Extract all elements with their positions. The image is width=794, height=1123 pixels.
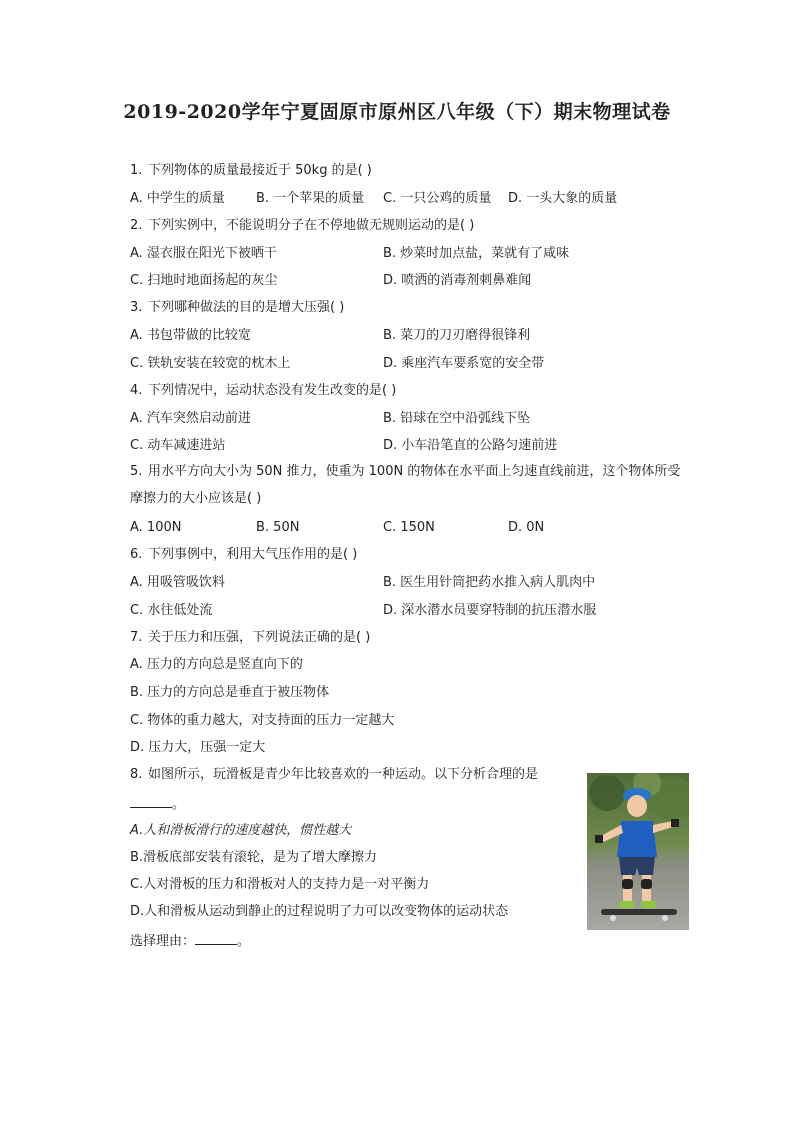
question-stem: 下列实例中，不能说明分子在不停地做无规则运动的是( ) — [148, 218, 475, 233]
option-a: A. 压力的方向总是竖直向下的 — [130, 657, 303, 672]
option-c: C. 铁轨安装在较宽的枕木上 — [130, 356, 291, 371]
question-stem: 下列情况中，运动状态没有发生改变的是( ) — [148, 383, 397, 398]
skateboard-photo — [587, 773, 689, 930]
option-c: C. 一只公鸡的质量 — [383, 191, 492, 206]
option-b: B. 铅球在空中沿弧线下坠 — [383, 411, 531, 426]
option-c: C. 动车减速进站 — [130, 438, 226, 453]
reason-blank[interactable] — [195, 932, 237, 945]
option-b: B. 菜刀的刀刃磨得很锋利 — [383, 328, 531, 343]
question-4: 4. 下列情况中，运动状态没有发生改变的是( ) — [130, 383, 397, 398]
option-d: D. 0N — [508, 520, 545, 535]
answer-blank[interactable] — [130, 795, 172, 808]
question-5: 5. 用水平方向大小为 50N 推力，使重为 100N 的物体在水平面上匀速直线前进，这个物体所受摩擦力的大小应该是( ) — [130, 464, 681, 506]
option-d: D. 小车沿笔直的公路匀速前进 — [383, 438, 558, 453]
option-b: B. 医生用针筒把药水推入病人肌肉中 — [383, 575, 596, 590]
option-d: D. 深水潜水员要穿特制的抗压潜水服 — [383, 603, 597, 618]
reason-line: 选择理由： 。 — [130, 934, 251, 949]
option-a: A. 用吸管吸饮料 — [130, 575, 225, 590]
question-stem: 关于压力和压强，下列说法正确的是( ) — [148, 630, 371, 645]
option-d: D. 乘座汽车要系宽的安全带 — [383, 356, 545, 371]
option-b: B. 一个苹果的质量 — [256, 191, 365, 206]
option-a: A. 中学生的质量 — [130, 191, 225, 206]
option-c: C. 扫地时地面扬起的灰尘 — [130, 273, 278, 288]
question-stem: 如图所示，玩滑板是青少年比较喜欢的一种运动。以下分析合理的是 — [148, 767, 539, 782]
option-a: A. 100N — [130, 520, 182, 535]
page-title: 2019-2020学年宁夏固原市原州区八年级（下）期末物理试卷 — [123, 101, 671, 123]
option-a: A. 湿衣服在阳光下被晒干 — [130, 246, 277, 261]
answer-blank-line: 。 — [130, 795, 185, 813]
option-d: D. 一头大象的质量 — [508, 191, 618, 206]
question-stem: 下列物体的质量最接近于 50kg 的是( ) — [148, 163, 372, 178]
question-2: 2. 下列实例中，不能说明分子在不停地做无规则运动的是( ) — [130, 218, 475, 233]
option-a: A.人和滑板滑行的速度越快，惯性越大 — [130, 823, 352, 838]
question-7: 7. 关于压力和压强，下列说法正确的是( ) — [130, 630, 371, 645]
question-6: 6. 下列事例中，利用大气压作用的是( ) — [130, 547, 358, 562]
option-b: B. 炒菜时加点盐，菜就有了咸味 — [383, 246, 570, 261]
question-3: 3. 下列哪种做法的目的是增大压强( ) — [130, 300, 345, 315]
question-stem: 下列事例中，利用大气压作用的是( ) — [148, 547, 358, 562]
option-b: B. 50N — [256, 520, 300, 535]
option-c: C.人对滑板的压力和滑板对人的支持力是一对平衡力 — [130, 877, 430, 892]
option-c: C. 水往低处流 — [130, 603, 213, 618]
question-stem: 下列哪种做法的目的是增大压强( ) — [148, 300, 345, 315]
option-a: A. 书包带做的比较宽 — [130, 328, 251, 343]
option-d: D.人和滑板从运动到静止的过程说明了力可以改变物体的运动状态 — [130, 904, 509, 919]
question-1: 1. 下列物体的质量最接近于 50kg 的是( ) — [130, 163, 372, 178]
option-d: D. 压力大，压强一定大 — [130, 740, 266, 755]
question-8: 8. 如图所示，玩滑板是青少年比较喜欢的一种运动。以下分析合理的是 — [130, 767, 539, 782]
option-d: D. 喷洒的消毒剂刺鼻难闻 — [383, 273, 532, 288]
option-a: A. 汽车突然启动前进 — [130, 411, 251, 426]
question-stem: 用水平方向大小为 50N 推力，使重为 100N 的物体在水平面上匀速直线前进，这个物体所受摩擦力的大小应该是( ) — [130, 464, 681, 506]
option-c: C. 150N — [383, 520, 435, 535]
option-b: B.滑板底部安装有滚轮，是为了增大摩擦力 — [130, 850, 378, 865]
option-b: B. 压力的方向总是垂直于被压物体 — [130, 685, 330, 700]
skateboard-boy-illustration — [587, 773, 689, 930]
option-c: C. 物体的重力越大，对支持面的压力一定越大 — [130, 713, 395, 728]
